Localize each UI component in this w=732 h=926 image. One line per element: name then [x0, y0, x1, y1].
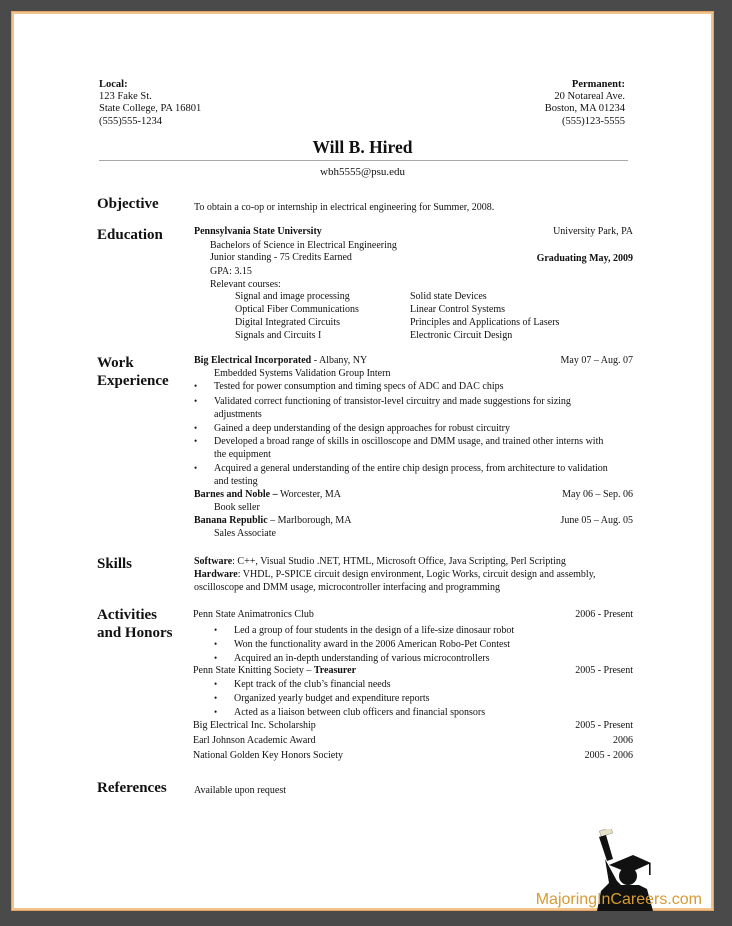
permanent-phone: (555)123-5555 — [562, 115, 625, 127]
section-objective: Objective — [97, 196, 159, 212]
activity-bullet: • Acquired an in-depth understanding of various microcontrollers — [234, 652, 664, 665]
job-heading — [194, 488, 341, 501]
section-work-line2: Experience — [97, 373, 169, 389]
permanent-street: 20 Notareal Ave. — [554, 91, 625, 103]
honor-name: Earl Johnson Academic Award — [193, 735, 316, 746]
activity-bullet: • Led a group of four students in the design of a life-size dinosaur robot — [234, 624, 664, 637]
section-activities-line1: Activities — [97, 607, 157, 623]
gpa: GPA: 3.15 — [210, 266, 252, 277]
permanent-city: Boston, MA 01234 — [544, 103, 625, 115]
job-bullet: • Acquired a general understanding of the entire chip design process, from architecture to validation and testing — [214, 462, 624, 489]
job-heading — [194, 354, 367, 367]
course-item: Signals and Circuits I — [235, 330, 322, 341]
course-item: Optical Fiber Communications — [235, 304, 359, 315]
permanent-label: Permanent: — [571, 79, 625, 90]
course-item: Linear Control Systems — [410, 304, 505, 315]
hardware-label: Hardware — [194, 569, 238, 580]
local-city: State College, PA 16801 — [99, 103, 202, 115]
local-address — [99, 79, 201, 128]
local-phone: (555)555-1234 — [99, 115, 162, 127]
activity-dates: 2006 - Present — [575, 609, 633, 620]
course-item: Electronic Circuit Design — [410, 330, 513, 341]
job-bullet: • Gained a deep understanding of the design approaches for robust circuitry — [214, 422, 644, 435]
degree: Bachelors of Science in Electrical Engineering — [210, 240, 397, 251]
email: wbh5555@psu.edu — [320, 166, 405, 178]
job-dates: June 05 – Aug. 05 — [560, 515, 633, 526]
job-location: – Marlborough, MA — [267, 515, 352, 526]
honor-dates: 2005 - 2006 — [584, 750, 633, 761]
software-label: Software — [194, 556, 233, 567]
school-name: Pennsylvania State University — [194, 226, 322, 237]
candidate-name: Will B. Hired — [312, 137, 413, 157]
header-divider — [99, 160, 628, 161]
section-work-line1: Work — [97, 355, 134, 371]
activity-role: Treasurer — [313, 665, 357, 676]
job-location: - Albany, NY — [311, 355, 368, 366]
job-title: Book seller — [214, 502, 260, 513]
honor-dates: 2006 — [613, 735, 633, 746]
watermark-text: MajoringInCareers.com — [535, 891, 702, 908]
job-dates: May 06 – Sep. 06 — [562, 489, 633, 500]
activity-club: Penn State Knitting Society – — [193, 665, 314, 676]
honor-dates: 2005 - Present — [575, 720, 633, 731]
activity-name — [193, 664, 356, 677]
job-bullet: • Developed a broad range of skills in oscilloscope and DMM usage, and trained other interns with the equipment — [214, 435, 614, 462]
courses-label: Relevant courses: — [210, 279, 281, 290]
course-item: Solid state Devices — [410, 291, 487, 302]
activity-bullet: • Organized yearly budget and expenditure reports — [234, 692, 664, 705]
references-text: Available upon request — [194, 785, 287, 796]
activity-bullet: • Kept track of the club’s financial needs — [234, 678, 664, 691]
standing: Junior standing - 75 Credits Earned — [210, 252, 352, 263]
school-location: University Park, PA — [553, 226, 633, 237]
graduating-date: Graduating May, 2009 — [536, 253, 633, 264]
local-label: Local: — [99, 79, 128, 90]
objective-text: To obtain a co-op or internship in electrical engineering for Summer, 2008. — [194, 202, 495, 213]
course-item: Signal and image processing — [235, 291, 350, 302]
job-company: Banana Republic — [194, 515, 268, 526]
job-company: Barnes and Noble – — [194, 489, 278, 500]
section-references: References — [97, 780, 167, 796]
course-item: Principles and Applications of Lasers — [410, 317, 560, 328]
activity-name: Penn State Animatronics Club — [193, 609, 314, 620]
job-bullet: • Validated correct functioning of transistor-level circuitry and made suggestions for sizing adjustments — [214, 395, 604, 422]
job-bullet: • Tested for power consumption and timing specs of ADC and DAC chips — [214, 380, 644, 393]
job-title: Sales Associate — [214, 528, 276, 539]
course-item: Digital Integrated Circuits — [235, 317, 340, 328]
skills-block — [194, 555, 634, 594]
section-activities — [97, 606, 172, 642]
permanent-address — [545, 79, 625, 128]
software-list: : C++, Visual Studio .NET, HTML, Microsoft Office, Java Scripting, Perl Scripting — [232, 556, 566, 567]
job-title: Embedded Systems Validation Group Intern — [214, 368, 391, 379]
activity-dates: 2005 - Present — [575, 665, 633, 676]
section-skills: Skills — [97, 556, 133, 572]
resume-page — [11, 11, 714, 911]
hardware-list: : VHDL, P-SPICE circuit design environment, Logic Works, circuit design and assembly, oscilloscope and DMM usage, microcontroller interfacing and programming — [194, 569, 596, 593]
honor-name: Big Electrical Inc. Scholarship — [193, 720, 316, 731]
activity-bullet: • Acted as a liaison between club officers and financial sponsors — [234, 706, 664, 719]
section-activities-line2: and Honors — [97, 625, 173, 641]
section-work — [97, 354, 169, 390]
job-heading — [194, 514, 352, 527]
honor-name: National Golden Key Honors Society — [193, 750, 343, 761]
job-company: Big Electrical Incorporated — [194, 355, 312, 366]
job-location: Worcester, MA — [277, 489, 341, 500]
section-education: Education — [97, 227, 163, 243]
activity-bullet: • Won the functionality award in the 2006 American Robo-Pet Contest — [234, 638, 664, 651]
job-dates: May 07 – Aug. 07 — [560, 355, 633, 366]
local-street: 123 Fake St. — [99, 91, 152, 103]
